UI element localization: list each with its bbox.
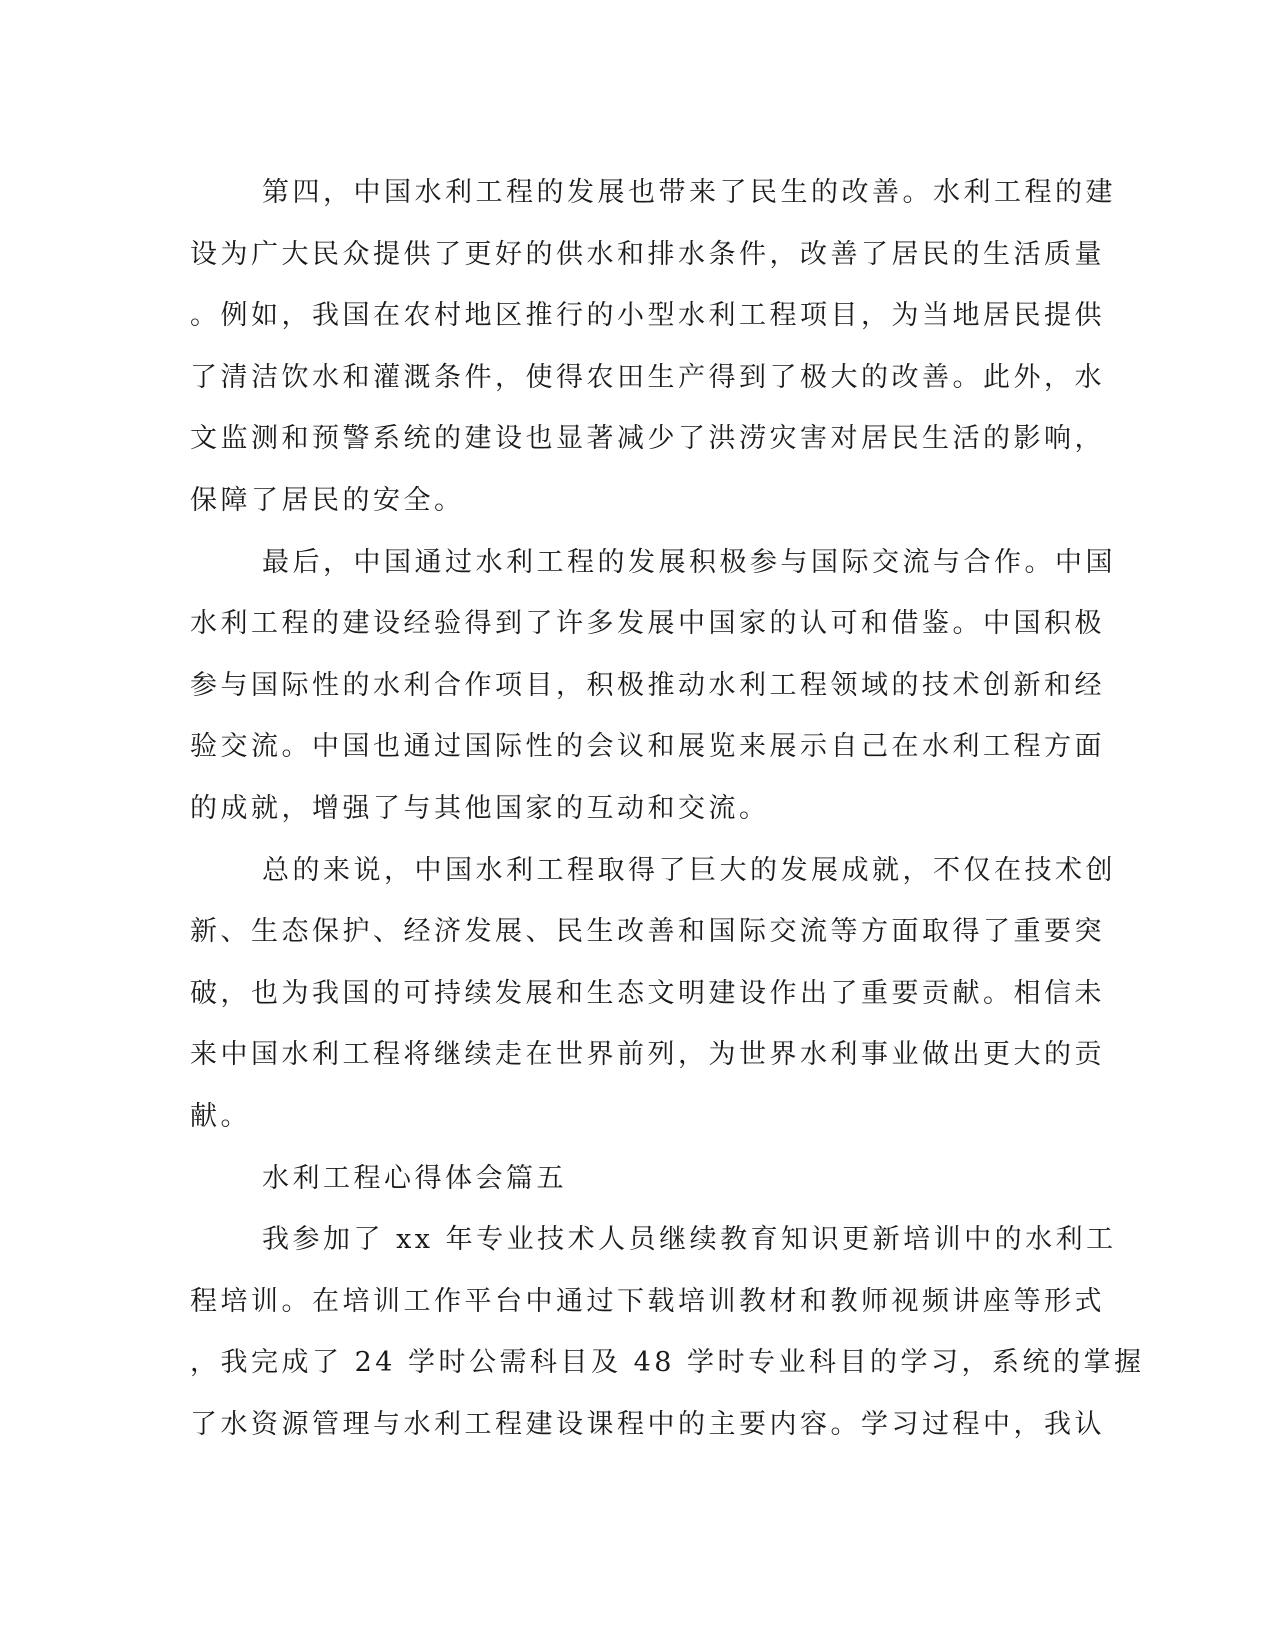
text-line: 最后，中国通过水利工程的发展积极参与国际交流与合作。中国 (262, 546, 1116, 578)
text-line: 水利工程的建设经验得到了许多发展中国家的认可和借鉴。中国积极 (190, 608, 1105, 640)
text-line: 献。 (190, 1100, 251, 1132)
text-line: 程培训。在培训工作平台中通过下载培训教材和教师视频讲座等形式 (190, 1285, 1105, 1317)
text-line: 参与国际性的水利合作项目，积极推动水利工程领域的技术创新和经 (190, 669, 1105, 701)
document-body (190, 162, 1145, 1455)
text-line: 第四，中国水利工程的发展也带来了民生的改善。水利工程的建 (262, 177, 1116, 208)
text-line: 总的来说，中国水利工程取得了巨大的发展成就，不仅在技术创 (262, 854, 1116, 886)
text-line: 设为广大民众提供了更好的供水和排水条件，改善了居民的生活质量 (190, 238, 1105, 270)
text-line: 保障了居民的安全。 (190, 484, 465, 516)
text-line: 。例如，我国在农村地区推行的小型水利工程项目，为当地居民提供 (190, 300, 1105, 332)
text-line: 的成就，增强了与其他国家的互动和交流。 (190, 792, 770, 824)
text-line: 新、生态保护、经济发展、民生改善和国际交流等方面取得了重要突 (190, 916, 1105, 948)
text-line: 了水资源管理与水利工程建设课程中的主要内容。学习过程中，我认 (190, 1408, 1105, 1440)
text-line: ，我完成了 24 学时公需科目及 48 学时专业科目的学习，系统的掌握 (190, 1347, 1145, 1379)
text-line: 验交流。中国也通过国际性的会议和展览来展示自己在水利工程方面 (190, 731, 1105, 763)
text-line: 文监测和预警系统的建设也显著减少了洪涝灾害对居民生活的影响， (190, 423, 1105, 455)
text-line: 破，也为我国的可持续发展和生态文明建设作出了重要贡献。相信未 (190, 977, 1105, 1009)
text-line: 水利工程心得体会篇五 (262, 1162, 567, 1194)
text-line: 我参加了 xx 年专业技术人员继续教育知识更新培训中的水利工 (262, 1224, 1117, 1256)
text-line: 了清洁饮水和灌溉条件，使得农田生产得到了极大的改善。此外，水 (190, 361, 1105, 393)
text-line: 来中国水利工程将继续走在世界前列，为世界水利事业做出更大的贡 (190, 1039, 1105, 1071)
